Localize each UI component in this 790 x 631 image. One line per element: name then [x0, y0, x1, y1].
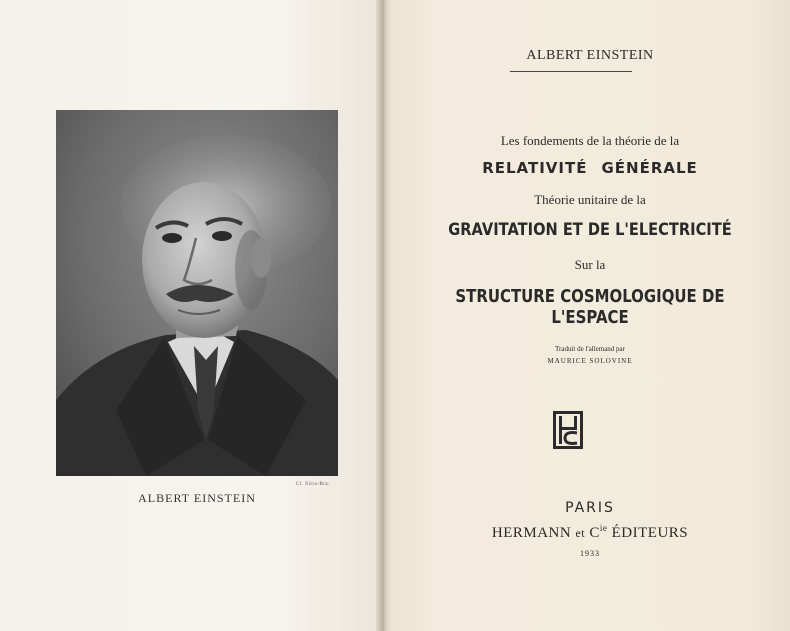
photo-credit: Cl. Sirta-Bra. — [296, 482, 330, 487]
publisher-name — [390, 523, 790, 542]
title-line-5: Sur la — [574, 257, 606, 272]
translated-by: Traduit de l'allemand par — [554, 345, 625, 353]
title-line-4: GRAVITATION ET DE L'ELECTRICITÉ — [448, 220, 732, 240]
title-line-2 — [390, 159, 790, 177]
publisher-ie: ie — [599, 523, 608, 533]
publisher-et: et — [575, 526, 586, 540]
publisher-c: C — [589, 525, 600, 541]
portrait-photo — [56, 110, 338, 476]
author-underline — [510, 71, 632, 72]
title-relativite: RELATIVITÉ — [482, 159, 588, 177]
publisher-city: PARIS — [565, 500, 615, 516]
translator-name: MAURICE SOLOVINE — [547, 357, 633, 365]
title-line-1: Les fondements de la théorie de la — [500, 133, 680, 148]
title-generale: GÉNÉRALE — [601, 159, 698, 177]
author-name: ALBERT EINSTEIN — [526, 48, 654, 63]
publisher-hermann: HERMANN — [491, 525, 572, 541]
publisher-logo-icon — [553, 411, 583, 449]
title-line-6: STRUCTURE COSMOLOGIQUE DE L'ESPACE — [455, 286, 725, 328]
photo-caption: ALBERT EINSTEIN — [138, 491, 256, 505]
publisher-editeurs: ÉDITEURS — [611, 525, 689, 541]
publication-year: 1933 — [580, 549, 600, 558]
title-line-3: Théorie unitaire de la — [534, 192, 646, 207]
